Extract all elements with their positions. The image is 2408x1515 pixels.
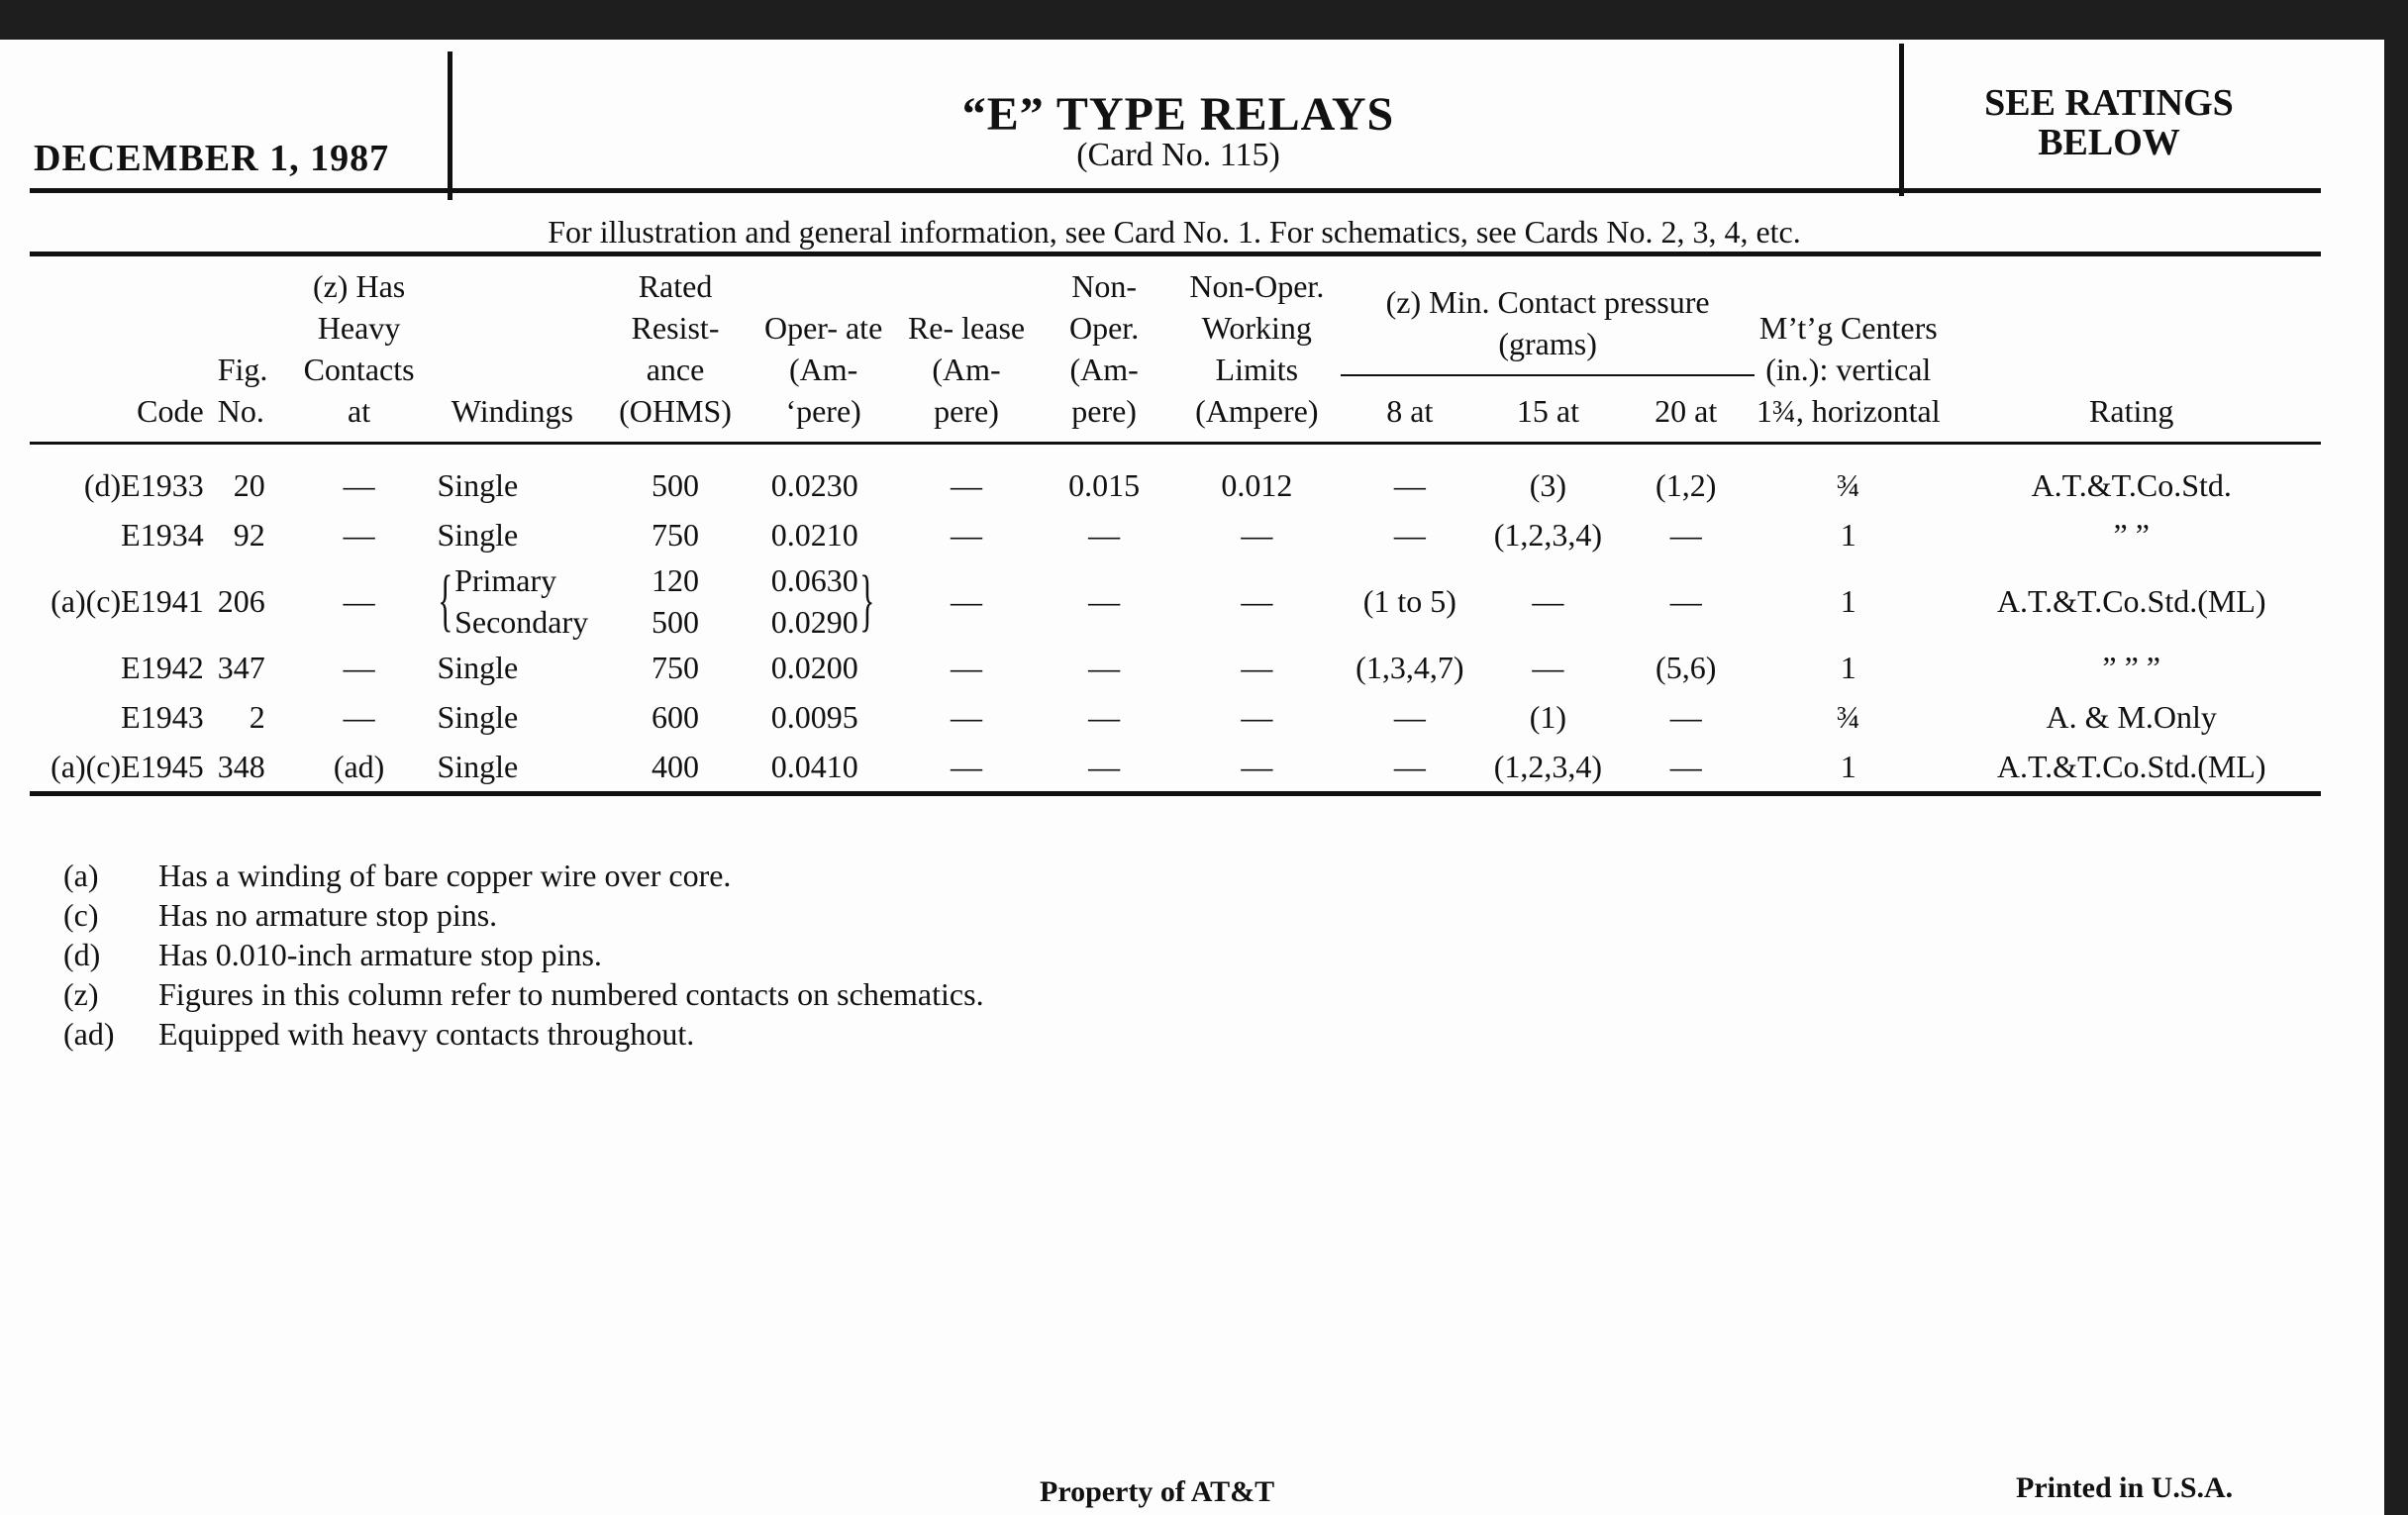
info-line: For illustration and general information, see Card No. 1. For schematics, see Cards No. 2, 3, 4, etc. [548,214,1801,250]
footnote: (z) Figures in this column refer to numbered contacts on schematics. [63,976,984,1012]
col-release: Re- lease (Am- pere) [907,310,1026,429]
col-p20: 20 at [1655,393,1718,429]
col-nonoper-limits: Non-Oper. Working Limits (Ampere) [1189,268,1325,429]
table-row: E1934 92 — Single 750 0.0210 — — — — (1,2,3,4) — 1 ” ” [121,516,2150,553]
footnote: (ad) Equipped with heavy contacts throughout. [63,1016,695,1052]
col-rating: Rating [2089,393,2174,429]
col-mounting: M’t’g Centers (in.): vertical 1¾, horizontal [1756,310,1941,429]
relay-card [0,40,2384,1515]
table-row: (a)(c)E1941 206 — {Primary Secondary 120 500 0.0630 0.0290} — — — (1 to 5) — — 1 A.T.&T.Co.Std.(ML) [30,559,2321,643]
footnote: (d) Has 0.010-inch armature stop pins. [63,937,602,972]
col-code: Code [137,393,204,429]
header-divider-right [1899,44,1904,196]
right-brace: } [859,562,875,639]
footnote: (c) Has no armature stop pins. [63,897,498,933]
col-windings: Windings [451,393,573,429]
col-operate: Oper- ate (Am- ‘pere) [763,310,883,429]
table-bottom-rule [30,794,2321,797]
card-title: “E” TYPE RELAYS [961,88,1395,141]
property-note: Property of AT&T [1040,1475,1275,1508]
col-pressure-group: (z) Min. Contact pressure (grams) [1341,265,1755,375]
card-date: DECEMBER 1, 1987 [34,138,390,179]
ratings-note: SEE RATINGS BELOW [1984,82,2234,163]
table-row: (a)(c)E1945 348 (ad) Single 400 0.0410 — — — — (1,2,3,4) — 1 A.T.&T.Co.Std.(ML) [50,748,2266,784]
col-p15: 15 at [1516,393,1579,429]
footnote: (a) Has a winding of bare copper wire over core. [63,858,732,893]
col-p8: 8 at [1386,393,1434,429]
col-contacts: (z) Has Heavy Contacts at [303,268,415,429]
table-row: E1942 347 — Single 750 0.0200 — — — (1,3,4,7) — (5,6) 1 ” ” ” [121,649,2160,685]
footnotes [63,858,984,1056]
info-rule [30,252,2321,256]
printed-note: Printed in U.S.A. [2016,1471,2234,1504]
card-number: (Card No. 115) [1076,137,1280,173]
relay-table [30,265,2321,796]
header-divider-left [448,51,452,200]
col-resistance: Rated Resist- ance (OHMS) [619,268,732,429]
table-row: (d)E1933 20 — Single 500 0.0230 — 0.015 0.012 — (3) (1,2) ¾ A.T.&T.Co.Std. [83,466,2232,503]
left-brace: { [438,562,453,639]
scan-edge [2384,0,2408,1515]
col-nonoper: Non- Oper. (Am- pere) [1068,268,1140,429]
col-fig: Fig. No. [217,352,268,429]
table-row: E1943 2 — Single 600 0.0095 — — — — (1) — ¾ A. & M.Only [121,698,2217,735]
header-rule [30,188,2321,193]
